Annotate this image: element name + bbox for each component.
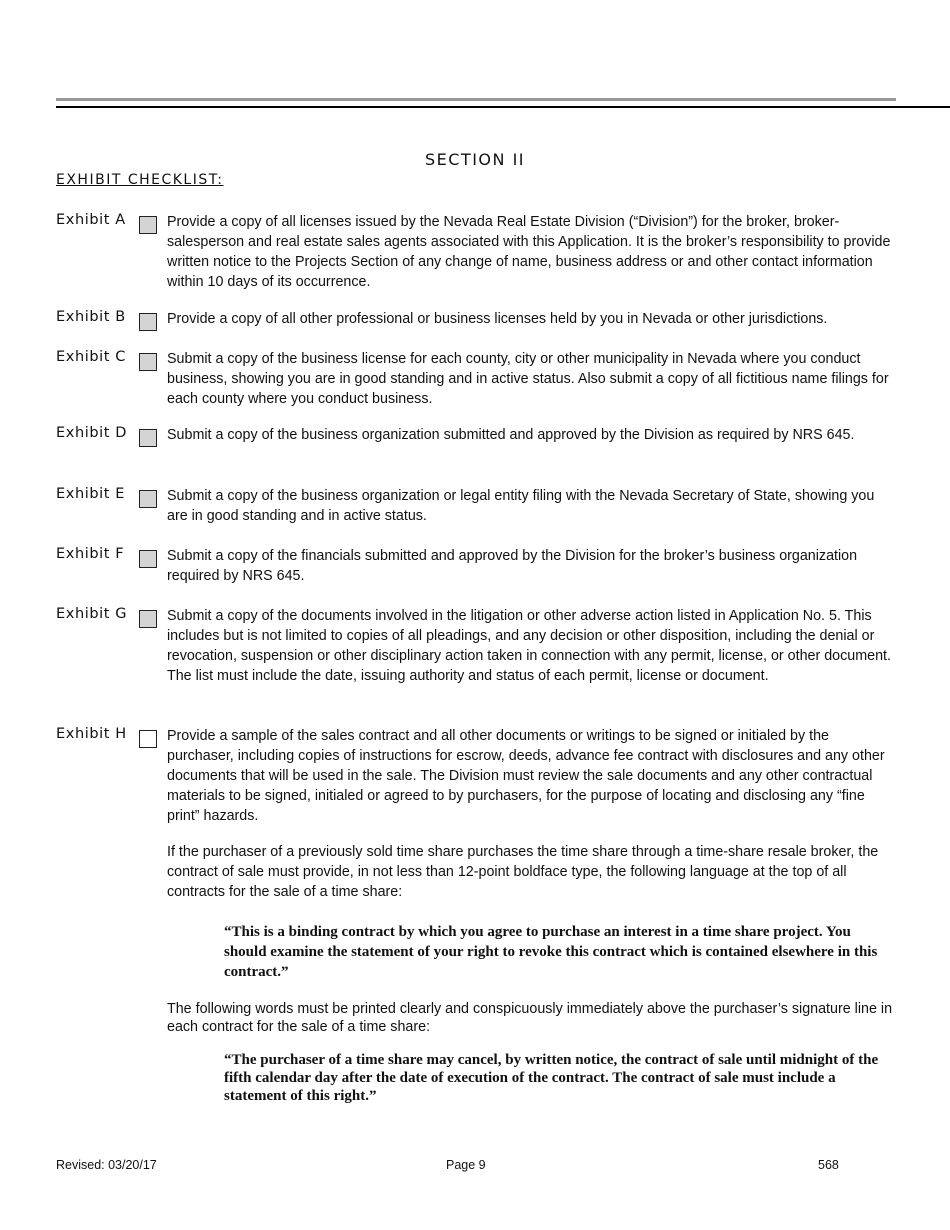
exhibit-label: Exhibit H <box>56 726 127 742</box>
exhibit-label: Exhibit B <box>56 309 126 325</box>
exhibit-label: Exhibit G <box>56 606 128 622</box>
exhibit-b-checkbox[interactable] <box>139 313 157 331</box>
exhibit-text: Provide a copy of all other professional or business licenses held by you in Nevada or other jurisdictions. <box>167 311 828 327</box>
cancellation-quote: “The purchaser of a time share may cancel, by written notice, the contract of sale until midnight of the fifth calendar day after the date of execution of the contract. The contract of sale must include a statement of this right.” <box>224 1052 879 1104</box>
exhibit-c-checkbox[interactable] <box>139 353 157 371</box>
exhibit-label: Exhibit D <box>56 425 128 441</box>
exhibit-text: Provide a copy of all licenses issued by the Nevada Real Estate Division (“Division”) for the broker, broker-salesperson and real estate sales agents associated with this Application. It is the broker’s responsibility to provide written notice to the Projects Section of any change of name, business address or and other contact information within 10 days of its occurrence. <box>167 214 891 290</box>
binding-contract-quote: “This is a binding contract by which you agree to purchase an interest in a time share project. You should examine the statement of your right to revoke this contract which is contained elsewhere in this contract.” <box>224 924 878 980</box>
exhibit-text: Submit a copy of the business organization or legal entity filing with the Nevada Secretary of State, showing you are in good standing and in active status. <box>167 488 875 524</box>
header-rule-black <box>56 106 950 108</box>
exhibit-label: Exhibit E <box>56 486 126 502</box>
exhibit-f-checkbox[interactable] <box>139 550 157 568</box>
exhibit-label: Exhibit A <box>56 212 126 228</box>
exhibit-d-checkbox[interactable] <box>139 429 157 447</box>
exhibit-e-checkbox[interactable] <box>139 490 157 508</box>
exhibit-label: Exhibit F <box>56 546 125 562</box>
exhibit-label: Exhibit C <box>56 349 127 365</box>
footer-page-number: Page 9 <box>446 1158 486 1172</box>
exhibit-a-checkbox[interactable] <box>139 216 157 234</box>
exhibit-g-checkbox[interactable] <box>139 610 157 628</box>
exhibit-text: Provide a sample of the sales contract and all other documents or writings to be signed or initialed by the purchaser, including copies of instructions for escrow, deeds, advance fee contract with disclosures and any other documents that will be used in the sale. The Division must review the sale documents and any other contractual materials to be signed, initialed or agreed to by purchasers, for the purpose of locating and disclosing any “fine print” hazards. <box>167 728 885 824</box>
header-rule-gray <box>56 98 896 101</box>
footer-revised: Revised: 03/20/17 <box>56 1158 157 1172</box>
section-title: SECTION II <box>424 150 525 169</box>
exhibit-h-checkbox[interactable] <box>139 730 157 748</box>
exhibit-text: Submit a copy of the documents involved in the litigation or other adverse action listed in Application No. 5. This includes but is not limited to copies of all pleadings, and any decision or other disposition, including the denial or revocation, suspension or other disciplinary action taken in connection with any permit, license, or other document. The list must include the date, issuing authority and status of each permit, license or document. <box>167 608 891 684</box>
exhibit-text: Submit a copy of the business license for each county, city or other municipality in Nevada where you conduct business, showing you are in good standing and in active status. Also submit a copy of all fictitious name filings for each county where you conduct business. <box>167 351 889 407</box>
footer-form-number: 568 <box>818 1158 839 1172</box>
exhibit-text: Submit a copy of the business organization submitted and approved by the Division as required by NRS 645. <box>167 427 855 443</box>
checklist-heading: EXHIBIT CHECKLIST: <box>56 172 224 188</box>
exhibit-text: Submit a copy of the financials submitted and approved by the Division for the broker’s business organization required by NRS 645. <box>167 548 858 584</box>
resale-paragraph: If the purchaser of a previously sold time share purchases the time share through a time-share resale broker, the contract of sale must provide, in not less than 12-point boldface type, the following language at the top of all contracts for the sale of a time share: <box>167 844 879 900</box>
signature-line-paragraph: The following words must be printed clearly and conspicuously immediately above the purchaser’s signature line in each contract for the sale of a time share: <box>167 1001 893 1035</box>
